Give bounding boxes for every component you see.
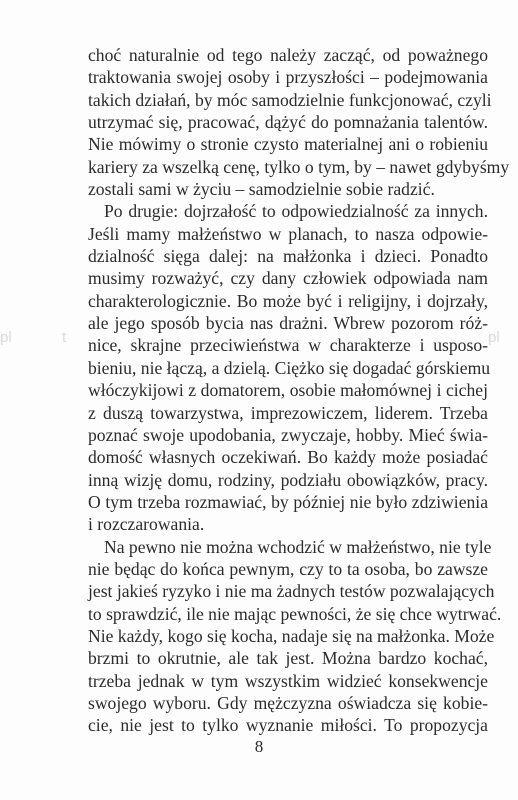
text-line: Nie mówimy o stronie czysto materialnej ani o robieniu <box>88 134 488 155</box>
text-line: musimy rozważyć, czy dany człowiek odpowiada nam <box>88 268 488 289</box>
text-line: z duszą towarzystwa, imprezowiczem, liderem. Trzeba <box>88 402 488 423</box>
page-number: 8 <box>254 737 264 756</box>
text-line: nice, skrajne przeciwieństwa w charakterze i usposo- <box>88 335 488 356</box>
text-line: brzmi to okrutnie, ale tak jest. Można bardzo kochać, <box>88 648 488 669</box>
text-line: cie, nie jest to tylko wyznanie miłości. To propozycja <box>88 715 488 736</box>
text-line: poznać swoje upodobania, zwyczaje, hobby. Mieć świa- <box>88 424 488 445</box>
text-line: kariery za wszelką cenę, tylko o tym, by – nawet gdybyśmy <box>88 156 510 177</box>
text-line: włóczykijowi z domatorem, osobie małomównej i cichej <box>88 380 488 401</box>
text-line: O tym trzeba rozmawiać, by później nie było zdziwienia <box>88 491 488 512</box>
watermark-left: pl <box>0 329 12 346</box>
text-line: Jeśli mamy małżeństwo w planach, to nasza odpowie- <box>88 223 488 244</box>
text-line: takich działań, by móc samodzielnie funkcjonować, czyli <box>88 89 492 110</box>
text-line: nie będąc do końca pewnym, czy to ta osoba, bo zawsze <box>88 558 488 579</box>
text-line: to sprawdzić, ile nie mając pewności, że się chce wytrwać. <box>88 603 502 624</box>
text-line: i rozczarowania. <box>88 514 205 535</box>
text-line: Na pewno nie można wchodzić w małżeństwo, nie tyle <box>104 536 492 557</box>
text-line: bieniu, nie łączą, a dzielą. Ciężko się dogadać górskiemu <box>88 357 491 378</box>
text-line: swojego wyboru. Gdy mężczyzna oświadcza się kobie- <box>88 692 488 713</box>
text-line: choć naturalnie od tego należy zacząć, od poważnego <box>88 45 488 65</box>
watermark-right: pl <box>488 329 500 346</box>
text-line: Nie każdy, kogo się kocha, nadaje się na małżonka. Może <box>88 625 495 646</box>
watermark-middle: t <box>62 329 67 346</box>
text-line: Po drugie: dojrzałość to odpowiedzialność za innych. <box>104 201 488 222</box>
text-line: jest jakieś ryzyko i nie ma żadnych testów pozwalających <box>88 581 495 602</box>
body-text <box>88 44 510 737</box>
text-line: inną wizję domu, rodziny, podziału obowiązków, pracy. <box>88 469 488 490</box>
text-line: zostali sami w życiu – samodzielnie sobie radzić. <box>88 179 435 200</box>
text-line: domość własnych oczekiwań. Bo każdy może posiadać <box>88 447 488 468</box>
text-line: ale jego sposób bycia nas drażni. Wbrew pozorom róż- <box>88 313 488 334</box>
text-line: dzialność sięga dalej: na małżonka i dzieci. Ponadto <box>88 246 488 267</box>
text-line: trzeba jednak w tym wszystkim widzieć konsekwencje <box>88 670 488 691</box>
text-line: utrzymać się, pracować, dążyć do pomnażania talentów. <box>88 112 488 133</box>
text-line: charakterologicznie. Bo może być i religijny, i dojrzały, <box>88 290 488 311</box>
text-line: traktowania swojej osoby i przyszłości – podejmowania <box>88 67 488 88</box>
